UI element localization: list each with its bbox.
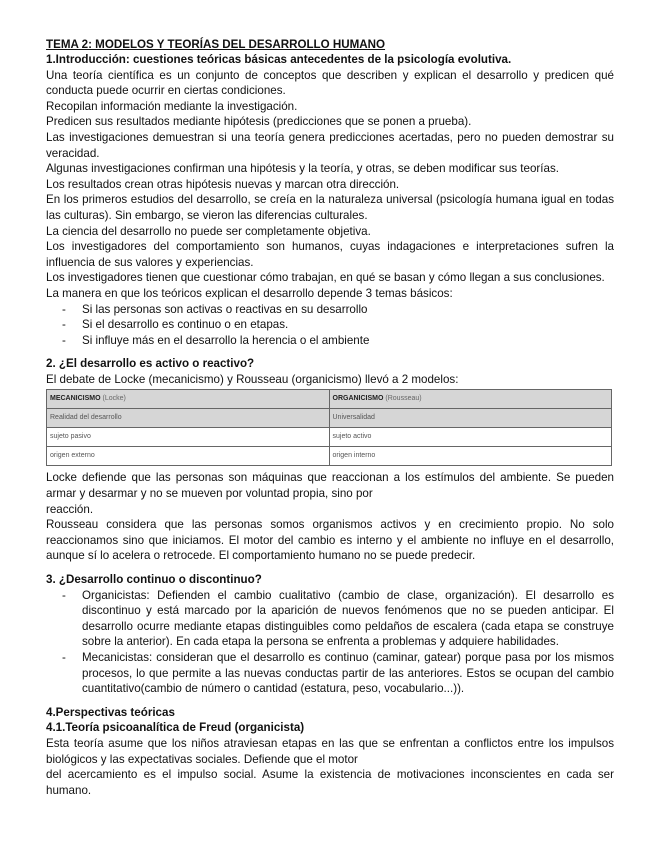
list-item: - Si las personas son activas o reactivas en su desarrollo <box>46 302 614 318</box>
table-header-cell: ORGANICISMO (Rousseau) <box>329 390 612 409</box>
paragraph: Los investigadores del comportamiento son humanos, cuyas indagaciones e interpretaciones sufren la influencia de sus valores y experiencias. <box>46 240 614 269</box>
section-2-heading: 2. ¿El desarrollo es activo o reactivo? <box>46 357 255 371</box>
document-title: TEMA 2: MODELOS Y TEORÍAS DEL DESARROLLO HUMANO <box>46 38 386 51</box>
paragraph: Los investigadores tienen que cuestionar cómo trabajan, en qué se basan y cómo llegan a sus conclusiones. <box>46 271 605 285</box>
table-cell: origen externo <box>47 447 330 466</box>
list-item: - Organicistas: Defienden el cambio cualitativo (cambio de clase, organización). El desarrollo es discontinuo y está marcado por la aparición de nuevos fenómenos que no se pueden anticipar. El desarrollo ocurre mediante etapas distinguibles como peldaños de escalera (cada etapa se construye sobre la anterior). En cada etapa la persona se enfrenta a problemas y adquiere habilidades. <box>46 588 614 650</box>
table-cell: Realidad del desarrollo <box>47 409 330 428</box>
list-item: - Mecanicistas: consideran que el desarrollo es continuo (caminar, gatear) porque pasa por los mismos procesos, lo que permite a las nuevas conductas partir de las anteriores. Estos se ocupan del cambio cuantitativo(cambio de número o cantidad (estatura, peso, vocabulario...)). <box>46 650 614 697</box>
paragraph: La manera en que los teóricos explican el desarrollo depende 3 temas básicos: <box>46 286 453 300</box>
models-table <box>46 389 612 466</box>
models-table-wrap <box>46 389 614 466</box>
paragraph: Algunas investigaciones confirman una hipótesis y la teoría, y otras, se deben modificar sus teorías. <box>46 162 559 176</box>
document-page <box>46 38 614 798</box>
paragraph: Rousseau considera que las personas somos organismos activos y en crecimiento propio. No solo reaccionamos sino que iniciamos. El motor del cambio es interno y el ambiente no influye en el desarrollo, aunque sí lo acelera o retrocede. El comportamiento humano no se puede predecir. <box>46 518 614 563</box>
paragraph: Los resultados crean otras hipótesis nuevas y marcan otra dirección. <box>46 177 400 191</box>
paragraph: del acercamiento es el impulso social. Asume la existencia de motivaciones inconscientes en cada ser humano. <box>46 768 614 797</box>
section-4-heading: 4.Perspectivas teóricas <box>46 705 175 719</box>
paragraph: Predicen sus resultados mediante hipótesis (predicciones que se ponen a prueba). <box>46 115 472 129</box>
paragraph: La ciencia del desarrollo no puede ser completamente objetiva. <box>46 224 371 238</box>
section-1-heading: 1.Introducción: cuestiones teóricas básicas antecedentes de la psicología evolutiva. <box>46 53 512 66</box>
continuity-list <box>46 588 614 697</box>
paragraph: Una teoría científica es un conjunto de conceptos que describen y explican el desarrollo y predicen qué conducta puede ocurrir en ciertas condiciones. <box>46 68 614 98</box>
table-cell: sujeto activo <box>329 428 612 447</box>
section-3-heading: 3. ¿Desarrollo continuo o discontinuo? <box>46 573 262 587</box>
paragraph: Las investigaciones demuestran si una teoría genera predicciones acertadas, pero no pueden demostrar su veracidad. <box>46 130 614 160</box>
section-4-1-heading: 4.1.Teoría psicoanalítica de Freud (organicista) <box>46 721 305 735</box>
table-row <box>47 428 612 447</box>
table-row <box>47 447 612 466</box>
paragraph: reacción. <box>46 502 94 516</box>
table-cell: Universalidad <box>329 409 612 428</box>
paragraph: El debate de Locke (mecanicismo) y Rousseau (organicismo) llevó a 2 modelos: <box>46 372 459 386</box>
themes-list <box>46 302 614 349</box>
list-item: - Si el desarrollo es continuo o en etapas. <box>46 317 614 333</box>
table-row <box>47 409 612 428</box>
paragraph: Recopilan información mediante la investigación. <box>46 99 298 113</box>
list-item: - Si influye más en el desarrollo la herencia o el ambiente <box>46 333 614 349</box>
paragraph: Esta teoría asume que los niños atraviesan etapas en las que se enfrentan a conflictos entre los impulsos biológicos y las expectativas sociales. Defiende que el motor <box>46 736 614 766</box>
paragraph: En los primeros estudios del desarrollo, se creía en la naturaleza universal (psicología humana igual en todas las culturas). Sin embargo, se vieron las diferencias culturales. <box>46 193 614 222</box>
table-cell: sujeto pasivo <box>47 428 330 447</box>
table-header-row <box>47 390 612 409</box>
table-header-cell: MECANICISMO (Locke) <box>47 390 330 409</box>
paragraph: Locke defiende que las personas son máquinas que reaccionan a los estímulos del ambiente. Se pueden armar y desarmar y no se mueven por voluntad propia, sino por <box>46 471 614 501</box>
table-cell: origen interno <box>329 447 612 466</box>
